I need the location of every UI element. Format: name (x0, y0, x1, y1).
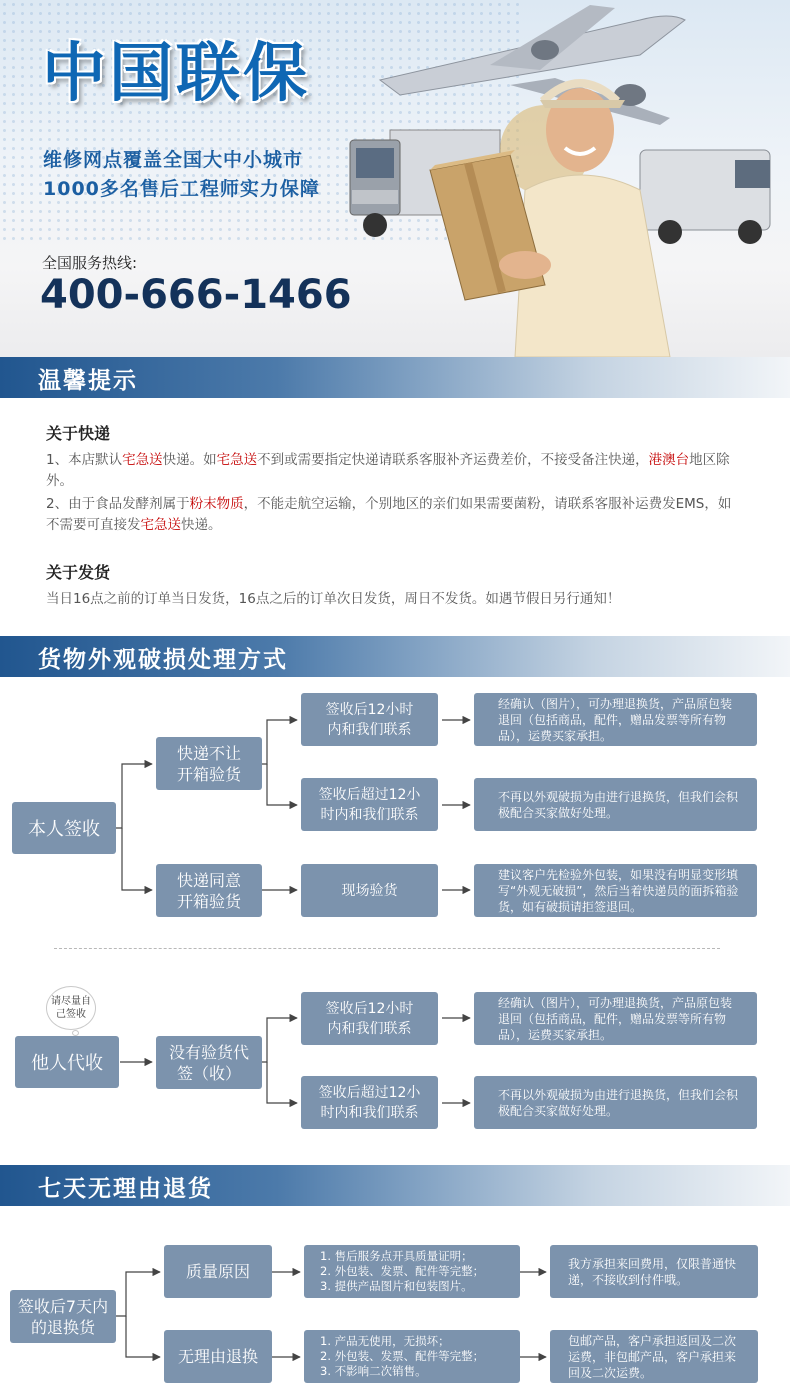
proxy-result-confirm-node: 经确认（图片），可办理退换货，产品原包装退回（包括商品，配件，赠品发票等所有物品），运费买家承担。 (474, 992, 757, 1045)
returns-root-node: 签收后7天内的退换货 (10, 1290, 116, 1343)
result-reject-node: 不再以外观破损为由进行退换货，但我们会积极配合买家做好处理。 (474, 778, 757, 831)
condition-item: 1. 售后服务点开具质量证明； (320, 1249, 473, 1263)
condition-item: 2. 外包装、发票、配件等完整； (320, 1264, 485, 1278)
hotline-label: 全国服务热线: (42, 254, 138, 272)
section-title: 七天无理由退货 (38, 1176, 213, 1202)
shipping-heading: 关于发货 (46, 563, 111, 582)
notice-text: 快递。 (181, 517, 222, 533)
hero-title: 中国联保 (42, 37, 310, 111)
self-sign-node: 本人签收 (12, 802, 116, 854)
section-header-returns (0, 1165, 790, 1206)
quality-conditions-node (304, 1245, 520, 1298)
condition-item: 3. 不影响二次销售。 (320, 1364, 427, 1378)
quality-reason-node: 质量原因 (164, 1245, 272, 1298)
result-onsite-node: 建议客户先检验外包装，如果没有明显变形填写“外观无破损”，然后当着快递员的面拆箱验货，如有破损请拒签退回。 (474, 864, 757, 917)
section-title: 货物外观破损处理方式 (38, 647, 288, 673)
highlight-text: 粉末物质 (189, 496, 244, 512)
condition-item: 2. 外包装、发票、配件等完整； (320, 1349, 485, 1363)
highlight-text: 宅急送 (140, 517, 181, 533)
hero-tagline-engineers: 1000多名售后工程师实力保障 (43, 178, 320, 200)
within-12h-node: 签收后12小时内和我们联系 (301, 693, 438, 746)
no-reason-conditions-node (304, 1330, 520, 1383)
allow-inspect-node: 快递同意开箱验货 (156, 864, 262, 917)
notice-text: 1、本店默认 (46, 452, 123, 468)
proxy-after-12h-node: 签收后超过12小时内和我们联系 (301, 1076, 438, 1129)
express-heading: 关于快递 (46, 424, 111, 443)
quality-result-node: 我方承担来回费用，仅限普通快递，不接收到付件哦。 (550, 1245, 758, 1298)
onsite-inspect-node: 现场验货 (301, 864, 438, 917)
notice-text: ，不能走航空运输，个别地区的亲们如果需要菌粉，请联系客服补运费发EMS，如不需要可直接发 (46, 496, 732, 533)
hero-tagline-coverage: 维修网点覆盖全国大中小城市 (43, 149, 304, 171)
condition-item: 1. 产品无使用，无损坏； (320, 1334, 450, 1348)
dashed-divider (54, 948, 720, 949)
after-12h-node: 签收后超过12小时内和我们联系 (301, 778, 438, 831)
result-confirm-node: 经确认（图片），可办理退换货，产品原包装退回（包括商品，配件，赠品发票等所有物品），运费买家承担。 (474, 693, 757, 746)
section-title: 温馨提示 (38, 368, 138, 394)
highlight-text: 宅急送 (122, 452, 163, 468)
proxy-branch-node: 没有验货代签（收） (156, 1036, 262, 1089)
notice-text: 地区除外。 (46, 452, 730, 489)
shipping-text: 当日16点之前的订单当日发货，16点之后的订单次日发货，周日不发货。如遇节假日另行通知！ (46, 591, 621, 607)
proxy-sign-node: 他人代收 (15, 1036, 119, 1088)
notice-text: 不到或需要指定快递请联系客服补齐运费差价，不接受备注快递， (257, 452, 649, 468)
hotline-number[interactable]: 400-666-1466 (40, 272, 352, 318)
notice-text: 快递。如 (162, 452, 217, 468)
proxy-within-12h-node: 签收后12小时内和我们联系 (301, 992, 438, 1045)
no-reason-result-node: 包邮产品，客户承担返回及二次运费，非包邮产品，客户承担来回及二次运费。 (550, 1330, 758, 1383)
highlight-text: 港澳台 (648, 452, 690, 468)
notice-text: 2、由于食品发酵剂属于 (46, 496, 190, 512)
thought-bubble: 请尽量自己签收 (46, 986, 96, 1030)
condition-item: 3. 提供产品图片和包装图片。 (320, 1279, 473, 1293)
highlight-text: 宅急送 (216, 452, 258, 468)
proxy-result-reject-node: 不再以外观破损为由进行退换货，但我们会积极配合买家做好处理。 (474, 1076, 757, 1129)
no-inspect-node: 快递不让开箱验货 (156, 737, 262, 790)
no-reason-node: 无理由退换 (164, 1330, 272, 1383)
